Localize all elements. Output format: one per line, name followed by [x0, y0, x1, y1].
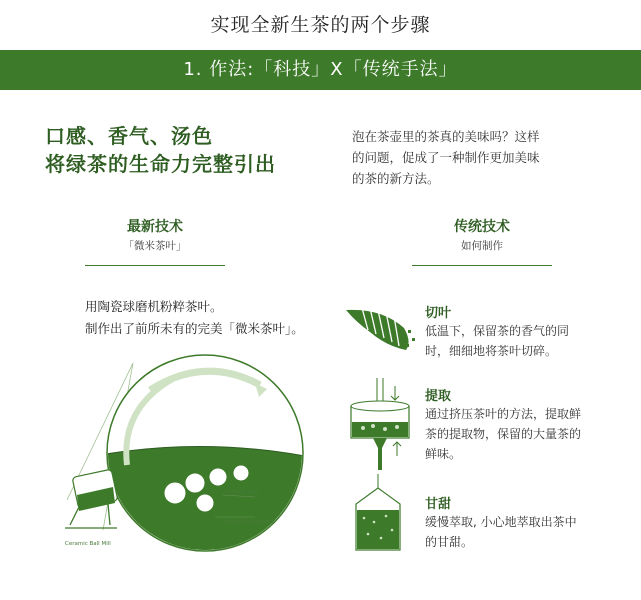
- left-column-title: 最新技术: [127, 219, 183, 235]
- headline-line-1: 口感、香气、汤色: [45, 124, 213, 148]
- press-extraction-icon: [345, 378, 415, 473]
- intro-line-3: 的茶的新方法。: [352, 171, 440, 186]
- right-column-subtitle: 如何制作: [461, 240, 503, 252]
- slow-brewing-icon: [348, 474, 408, 554]
- page-title: 实现全新生茶的两个步骤: [210, 14, 431, 36]
- section-banner: 1. 作法:「科技」X「传统手法」: [0, 50, 641, 90]
- left-column-rule: [85, 265, 225, 266]
- step-2-line-2: 茶的提取物，保留的大量茶的: [425, 427, 582, 441]
- left-description-line-2: 制作出了前所未有的完美「微米茶叶」。: [85, 321, 304, 336]
- label-green-tea-leaves: Green Tea Leaves: [225, 519, 274, 525]
- step-2-title: 提取: [425, 389, 452, 404]
- step-2-line-3: 鲜味。: [425, 447, 462, 461]
- intro-line-1: 泡在茶壶里的茶真的美味吗？这样: [352, 129, 540, 144]
- small-ball-mill: [65, 469, 118, 528]
- right-column-rule: [412, 265, 552, 266]
- ceramic-ball-mill-illustration: [55, 345, 345, 570]
- label-ceramic-ball-mill: Ceramic Ball Mill: [65, 541, 111, 547]
- step-2-description: [425, 404, 630, 464]
- step-1-title: 切叶: [425, 306, 452, 321]
- step-2-line-1: 通过挤压茶叶的方法，提取鲜: [425, 407, 582, 421]
- step-3-line-2: 的甘甜。: [425, 535, 474, 549]
- step-1-line-2: 时，细细地将茶叶切碎。: [425, 344, 558, 358]
- step-1-description: [425, 321, 630, 361]
- step-3-description: [425, 512, 630, 552]
- step-3-line-1: 缓慢萃取, 小心地萃取出茶中: [425, 515, 577, 529]
- headline: [45, 122, 276, 178]
- intro-text: [352, 126, 597, 189]
- right-column-title: 传统技术: [454, 219, 510, 235]
- intro-line-2: 的问题，促成了一种制作更加美味: [352, 150, 540, 165]
- left-column-subtitle: 「微米茶叶」: [123, 240, 187, 252]
- step-1-line-1: 低温下，保留茶的香气的同: [425, 324, 570, 338]
- leaf-cutting-icon: [342, 300, 422, 355]
- left-description: [85, 296, 304, 340]
- left-description-line-1: 用陶瓷球磨机粉粹茶叶。: [85, 299, 223, 314]
- label-ceramic-ball: Ceramic Ball: [225, 489, 260, 495]
- headline-line-2: 将绿茶的生命力完整引出: [45, 152, 276, 176]
- step-3-title: 甘甜: [425, 497, 452, 512]
